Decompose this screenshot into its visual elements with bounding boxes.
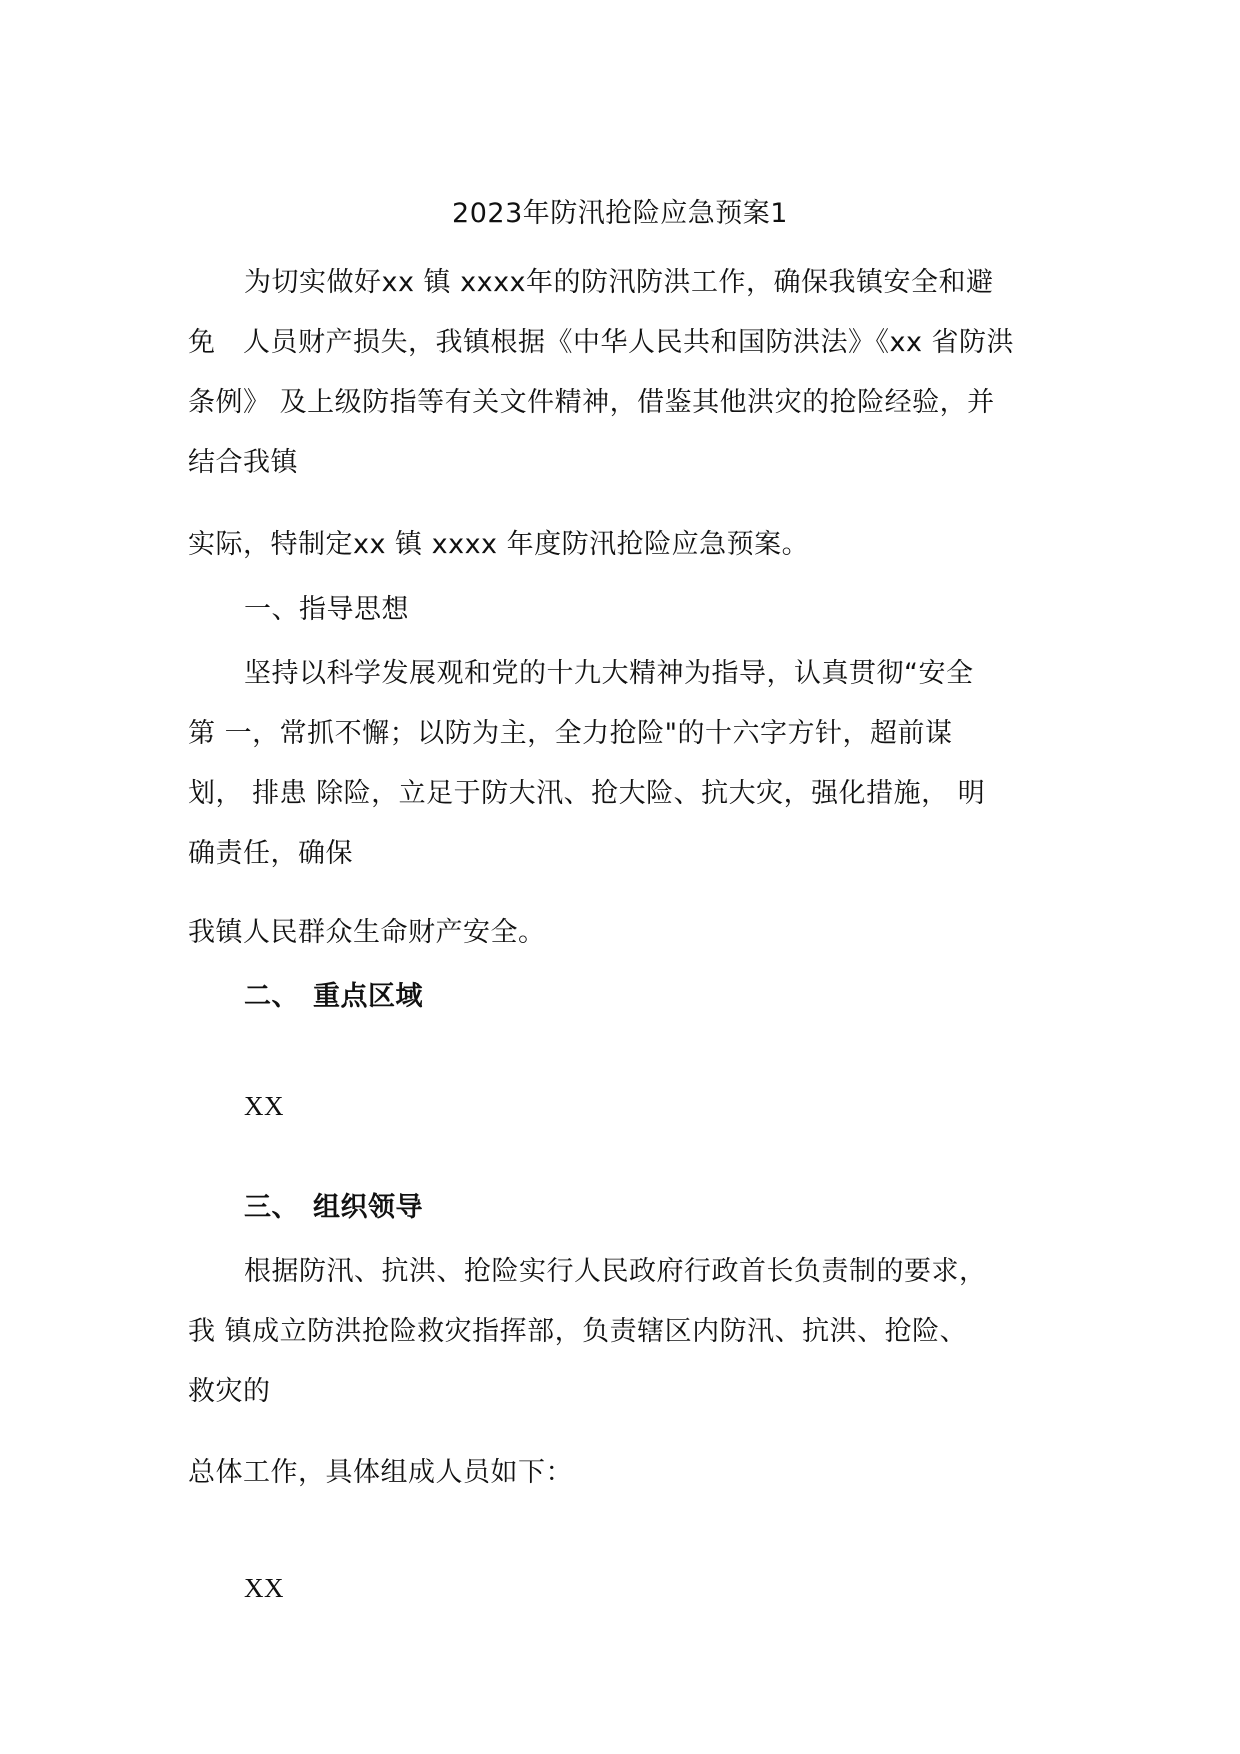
section-2-content: XX	[244, 1091, 284, 1121]
section-3-heading: 三、 组织领导	[244, 1192, 423, 1223]
intro-line-5: 实际，特制定xx 镇 xxxx 年度防汛抢险应急预案。	[188, 529, 810, 560]
section-3-line-3: 救灾的	[188, 1376, 271, 1407]
section-1-line-4: 确责任，确保	[188, 838, 353, 869]
section-1-line-3: 划， 排患 除险，立足于防大汛、抢大险、抗大灾，强化措施， 明	[188, 778, 986, 809]
intro-line-1: 为切实做好xx 镇 xxxx年的防汛防洪工作，确保我镇安全和避	[244, 267, 994, 298]
section-3-content: XX	[244, 1573, 284, 1603]
section-3-line-4: 总体工作，具体组成人员如下：	[188, 1457, 573, 1488]
section-1-line-5: 我镇人民群众生命财产安全。	[188, 917, 546, 948]
intro-line-3: 条例》 及上级防指等有关文件精神，借鉴其他洪灾的抢险经验，并	[188, 387, 995, 418]
intro-line-2: 免 人员财产损失，我镇根据《中华人民共和国防洪法》《xx 省防洪	[188, 327, 1015, 358]
section-3-line-2: 我 镇成立防洪抢险救灾指挥部，负责辖区内防汛、抗洪、抢险、	[188, 1316, 968, 1347]
section-3-line-1: 根据防汛、抗洪、抢险实行人民政府行政首长负责制的要求，	[244, 1256, 987, 1287]
document-title: 2023年防汛抢险应急预案1	[452, 198, 788, 229]
intro-line-4: 结合我镇	[188, 447, 298, 478]
section-1-line-2: 第 一，常抓不懈；以防为主，全力抢险"的十六字方针，超前谋	[188, 718, 953, 749]
section-1-line-1: 坚持以科学发展观和党的十九大精神为指导，认真贯彻“安全	[244, 658, 974, 689]
section-1-heading: 一、指导思想	[244, 594, 409, 625]
section-2-heading: 二、 重点区域	[244, 981, 423, 1012]
